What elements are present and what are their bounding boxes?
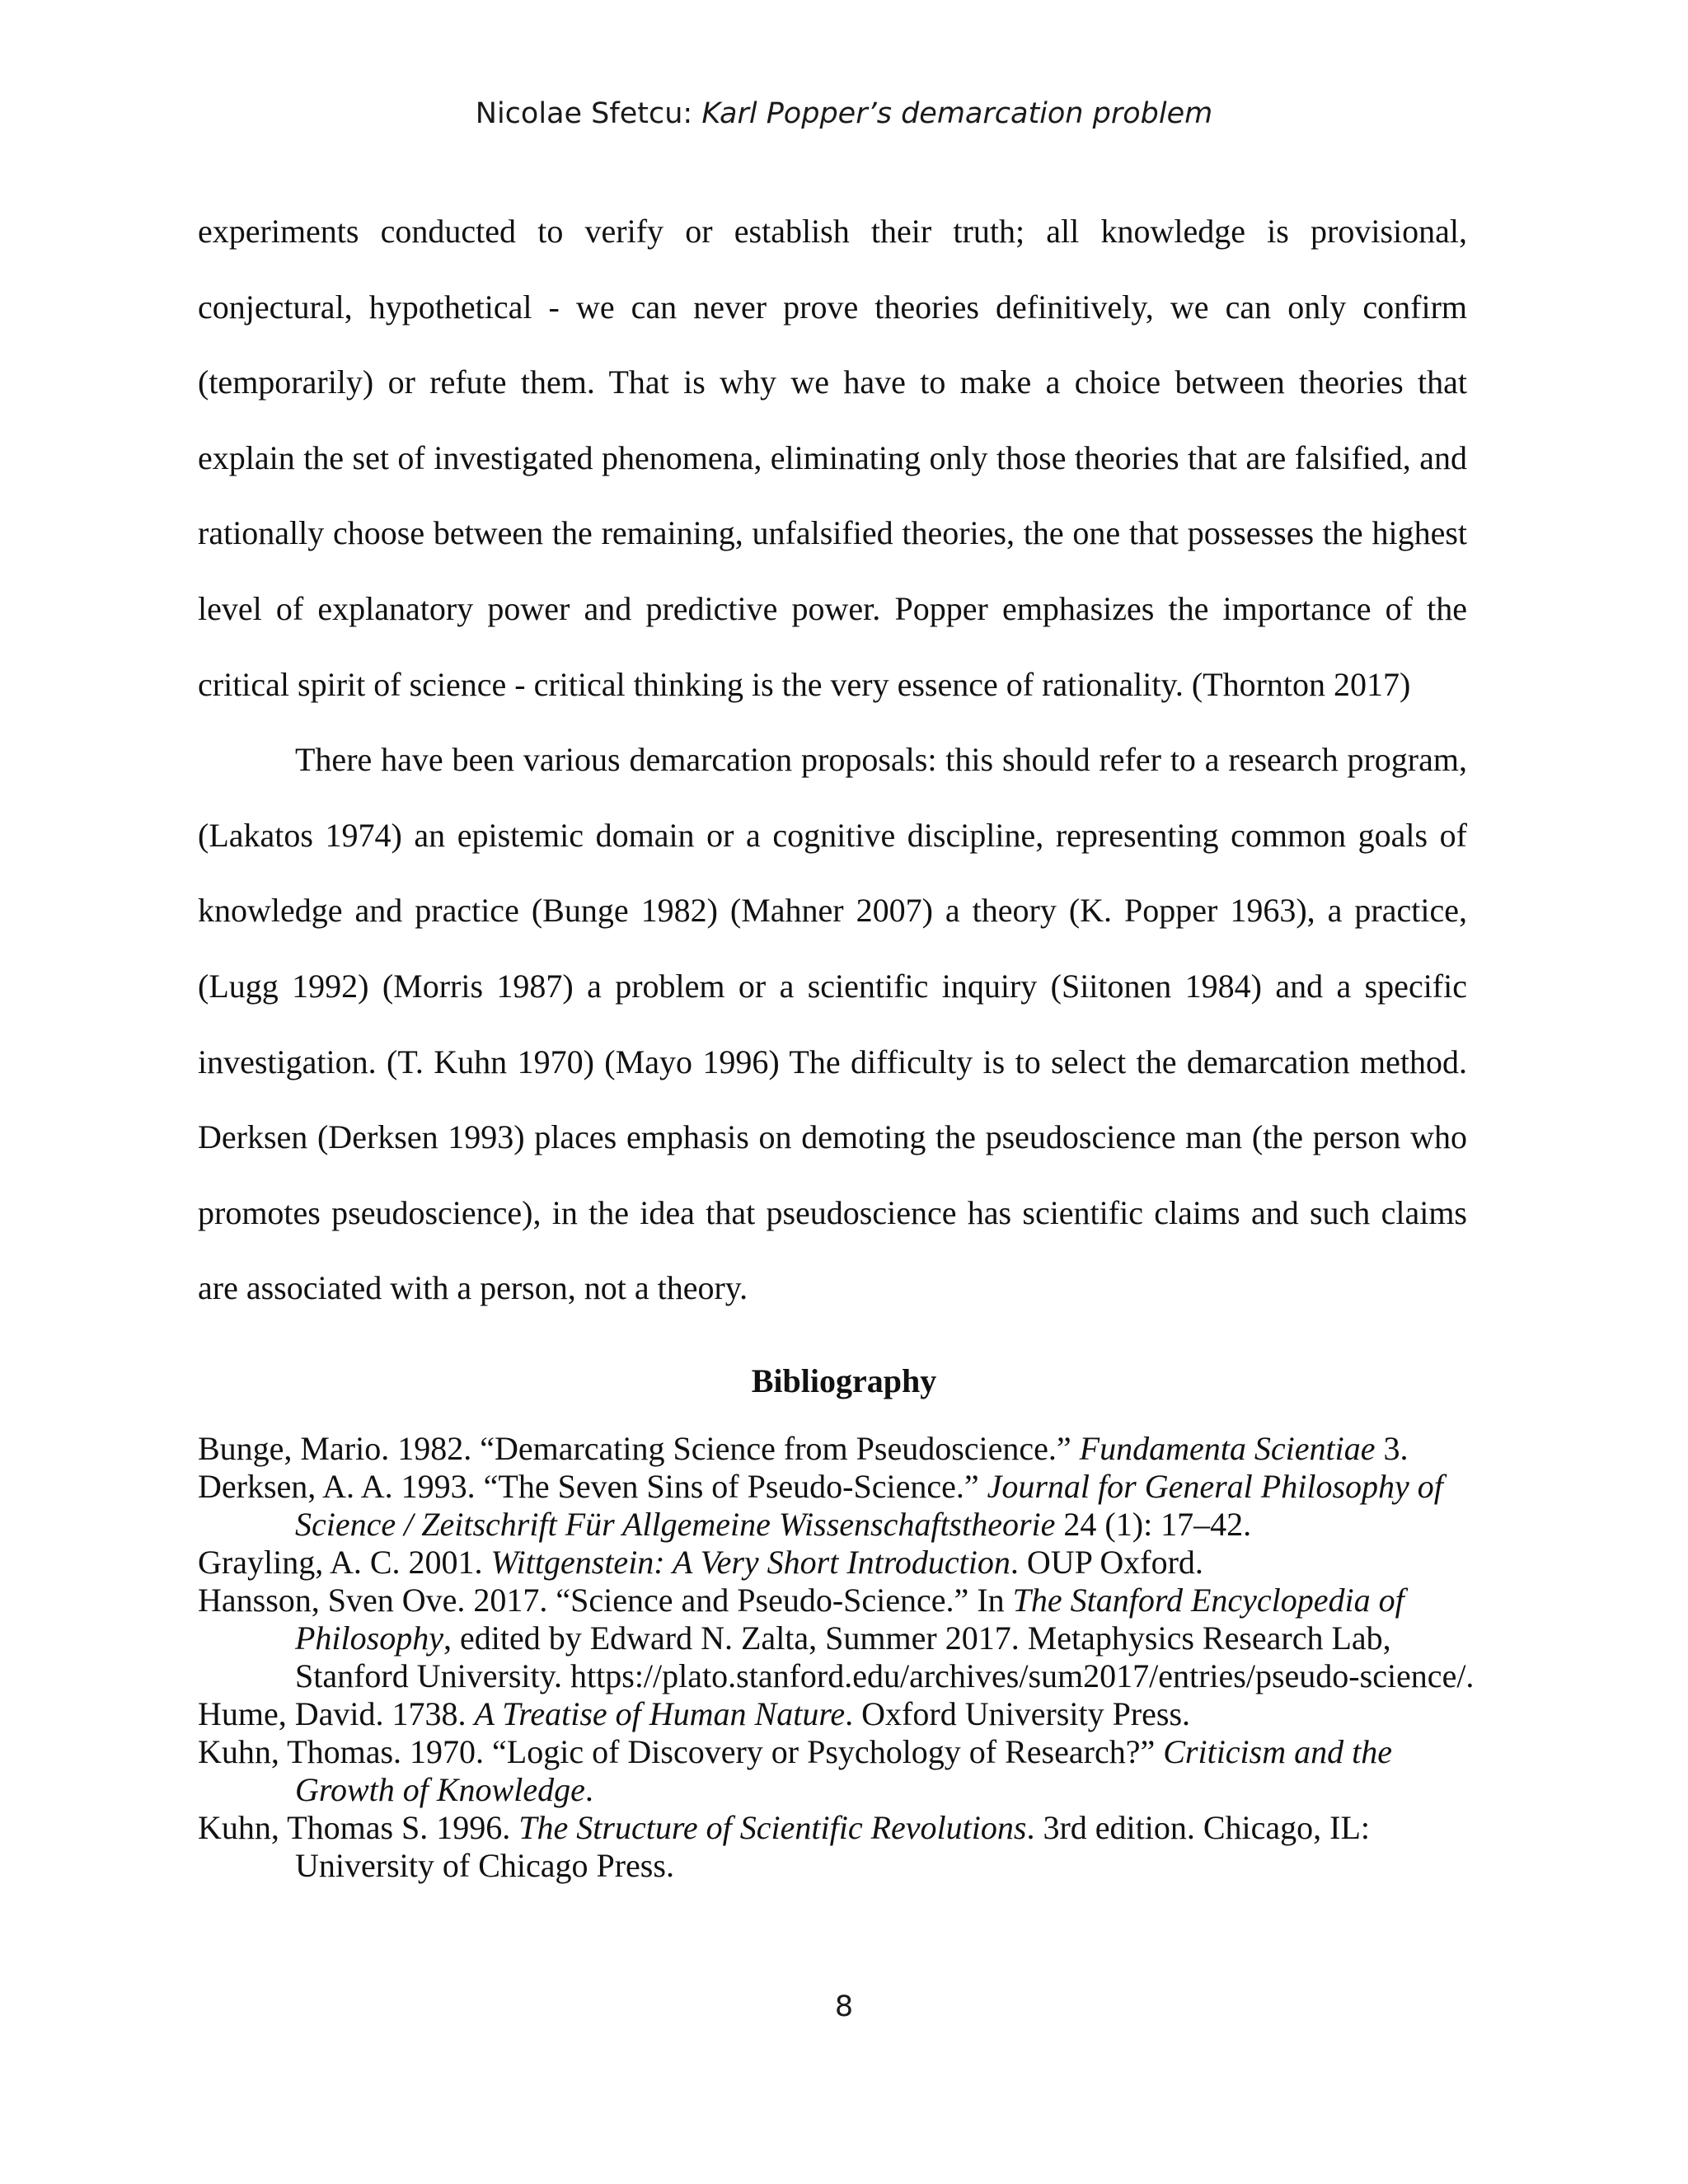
body-text (198, 194, 1467, 1326)
bibliography-entry: Hume, David. 1738. A Treatise of Human Nature. Oxford University Press. (198, 1695, 1191, 1732)
header-author: Nicolae Sfetcu: (475, 97, 702, 130)
bibliography-heading: Bibliography (751, 1362, 937, 1399)
bibliography-list (198, 1430, 1484, 1885)
bibliography-entry: Hansson, Sven Ove. 2017. “Science and Pseudo-Science.” In The Stanford Encyclopedia of Philosophy, edited by Edward N. Zalta, Summer 2017. Metaphysics Research Lab, Stanford University. https://plato.stanford.edu/archives/sum2017/entries/pseudo-science/. (198, 1582, 1475, 1694)
bibliography-entry: Kuhn, Thomas S. 1996. The Structure of Scientific Revolutions. 3rd edition. Chicago, IL: University of Chicago Press. (198, 1809, 1371, 1884)
bibliography-entry: Derksen, A. A. 1993. “The Seven Sins of Pseudo-Science.” Journal for General Philosophy of Science / Zeitschrift Für Allgemeine Wissenschaftstheorie 24 (1): 17–42. (198, 1468, 1443, 1543)
running-header (0, 97, 1688, 130)
page-number: 8 (834, 1990, 854, 2023)
bibliography-entry: Bunge, Mario. 1982. “Demarcating Science from Pseudoscience.” Fundamenta Scientiae 3. (198, 1430, 1409, 1467)
bibliography-entry: Kuhn, Thomas. 1970. “Logic of Discovery or Psychology of Research?” Criticism and the Growth of Knowledge. (198, 1733, 1392, 1808)
paragraph-continued: experiments conducted to verify or establish their truth; all knowledge is provisional, conjectural, hypothetical - we can never prove theories definitively, we can only confirm (temporarily) or refute them. That is why we have to make a choice between theories that explain the set of investigated phenomena, eliminating only those theories that are falsified, and rationally choose between the remaining, unfalsified theories, the one that possesses the highest level of explanatory power and predictive power. Popper emphasizes the importance of the critical spirit of science - critical thinking is the very essence of rationality. (Thornton 2017) (198, 213, 1467, 703)
header-title: Karl Popper’s demarcation problem (701, 97, 1213, 130)
paragraph-demarcation-proposals: There have been various demarcation proposals: this should refer to a research program, (Lakatos 1974) an epistemic domain or a cognitive discipline, representing common goals of knowledge and practice (Bunge 1982) (Mahner 2007) a theory (K. Popper 1963), a practice, (Lugg 1992) (Morris 1987) a problem or a scientific inquiry (Siitonen 1984) and a specific investigation. (T. Kuhn 1970) (Mayo 1996) The difficulty is to select the demarcation method. Derksen (Derksen 1993) places emphasis on demoting the pseudoscience man (the person who promotes pseudoscience), in the idea that pseudoscience has scientific claims and such claims are associated with a person, not a theory. (198, 741, 1467, 1307)
bibliography-entry: Grayling, A. C. 2001. Wittgenstein: A Very Short Introduction. OUP Oxford. (198, 1544, 1203, 1581)
